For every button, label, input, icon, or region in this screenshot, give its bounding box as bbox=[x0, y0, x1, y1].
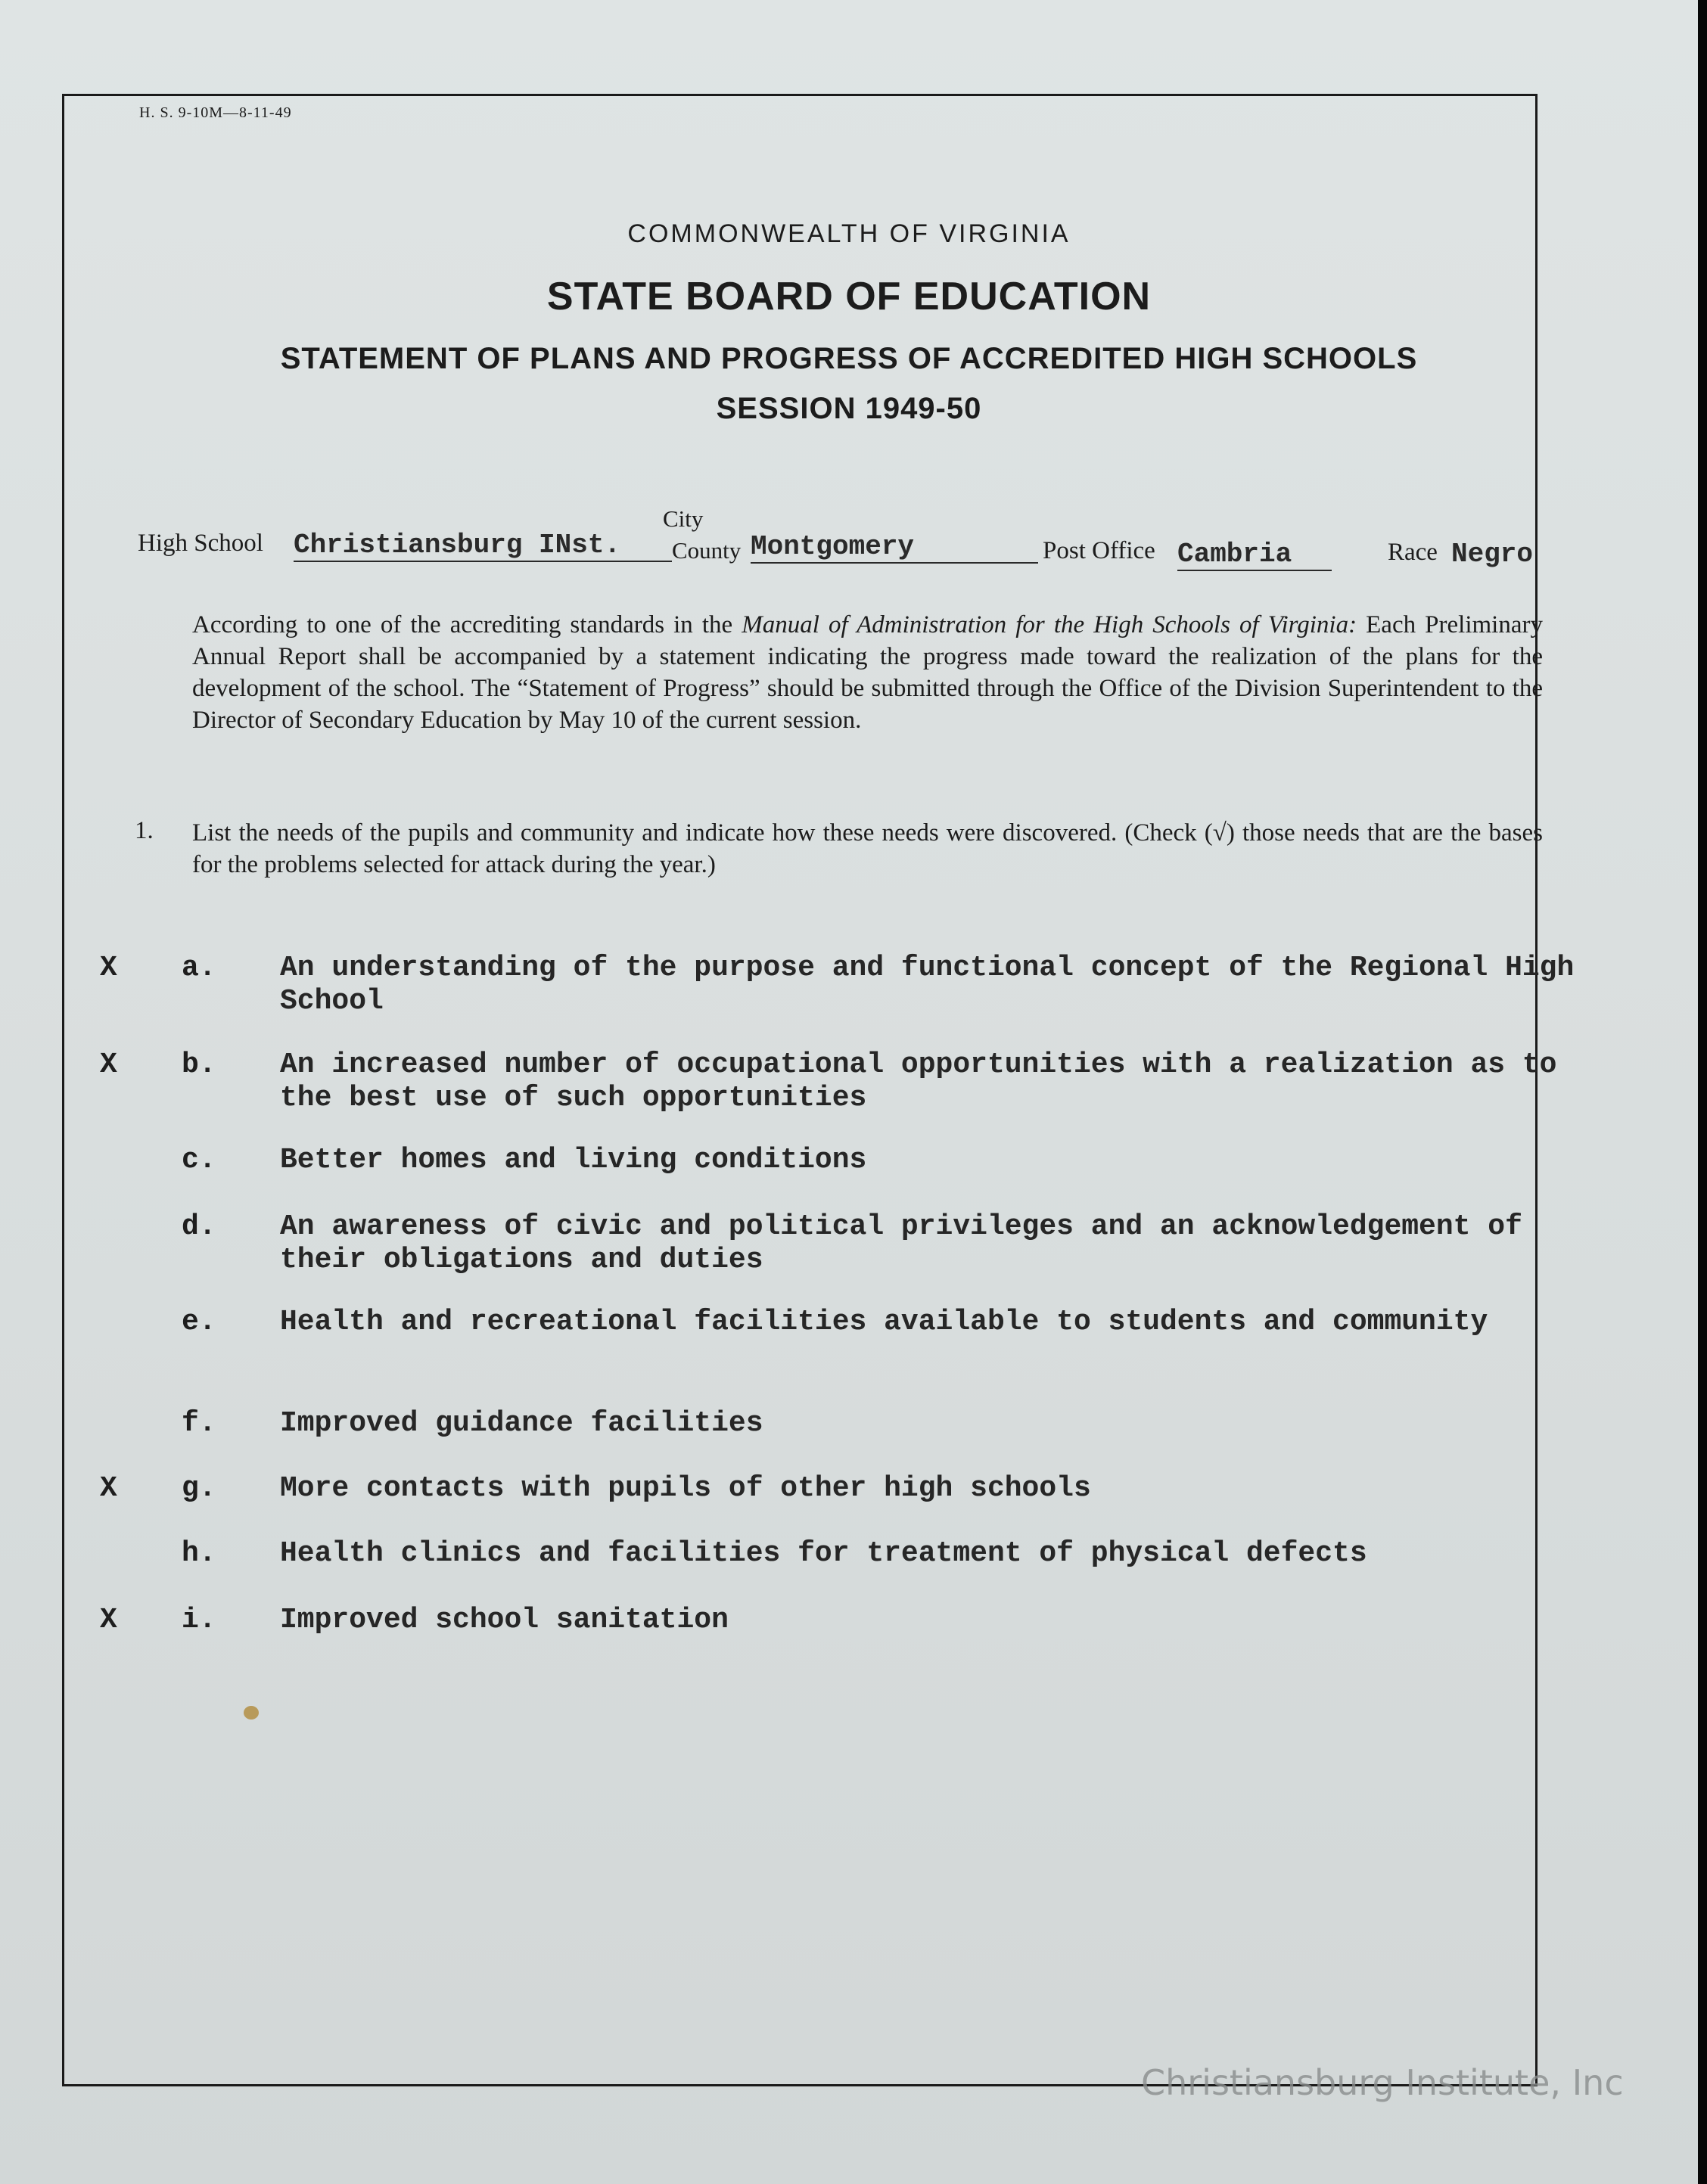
need-check-mark: X bbox=[100, 1049, 117, 1081]
need-text: An understanding of the purpose and functional concept of the Regional High School bbox=[280, 952, 1575, 1017]
need-letter: e. bbox=[182, 1306, 216, 1338]
need-letter: h. bbox=[182, 1537, 216, 1570]
need-text: Improved guidance facilities bbox=[280, 1407, 763, 1440]
need-letter: i. bbox=[182, 1604, 216, 1636]
need-text: Improved school sanitation bbox=[280, 1604, 729, 1636]
question-text: List the needs of the pupils and community and indicate how these needs were discovered. (Check (√) those needs that are the bases for the problems selected for attack during the year.) bbox=[192, 819, 1543, 878]
need-letter: a. bbox=[182, 952, 216, 984]
intro-paragraph bbox=[192, 609, 1543, 736]
need-text: Health clinics and facilities for treatment of physical defects bbox=[280, 1537, 1367, 1570]
city-label: City bbox=[663, 505, 704, 532]
commonwealth-heading: COMMONWEALTH OF VIRGINIA bbox=[627, 219, 1071, 248]
paper-stain bbox=[244, 1706, 259, 1720]
need-text: Better homes and living conditions bbox=[280, 1144, 867, 1176]
need-letter: b. bbox=[182, 1049, 216, 1081]
high-school-value: Christiansburg INst. bbox=[294, 530, 672, 562]
form-number: H. S. 9-10M—8-11-49 bbox=[139, 104, 292, 121]
need-check-mark: X bbox=[100, 1472, 117, 1505]
need-letter: g. bbox=[182, 1472, 216, 1505]
watermark: Christiansburg Institute, Inc bbox=[1141, 2062, 1624, 2103]
session-heading: SESSION 1949-50 bbox=[716, 392, 982, 425]
need-check-mark: X bbox=[100, 952, 117, 984]
need-letter: f. bbox=[182, 1407, 216, 1440]
race-label: Race bbox=[1388, 539, 1438, 566]
county-value: Montgomery bbox=[751, 531, 1038, 564]
need-text: More contacts with pupils of other high schools bbox=[280, 1472, 1091, 1505]
high-school-label: High School bbox=[138, 530, 263, 557]
board-heading: STATE BOARD OF EDUCATION bbox=[546, 275, 1152, 318]
race-value: Negro bbox=[1451, 539, 1534, 570]
need-check-mark: X bbox=[100, 1604, 117, 1636]
post-office-label: Post Office bbox=[1043, 537, 1155, 564]
need-letter: d. bbox=[182, 1210, 216, 1243]
manual-title: Manual of Administration for the High Schools of Virginia: bbox=[742, 611, 1357, 638]
need-text: An increased number of occupational opportunities with a realization as to the best use of such opportunities bbox=[280, 1049, 1557, 1114]
county-label: County bbox=[672, 537, 742, 564]
intro-part1: According to one of the accrediting standards in the bbox=[192, 611, 742, 638]
intro-part2: Each Preliminary Annual Report shall be accompanied by a statement indicating the progress made toward the realization of the plans for the development of the school. The “Statement of Progress” should be submitted through the Office of the Division Superintendent to the Director of Secondary Education by May 10 of the current session. bbox=[192, 611, 1543, 734]
question-number: 1. bbox=[135, 817, 154, 844]
need-text: An awareness of civic and political privileges and an acknowledgement of their obligations and duties bbox=[280, 1210, 1522, 1276]
need-text: Health and recreational facilities available to students and community bbox=[280, 1306, 1488, 1338]
statement-heading: STATEMENT OF PLANS AND PROGRESS OF ACCREDITED HIGH SCHOOLS bbox=[280, 342, 1418, 375]
post-office-value: Cambria bbox=[1177, 539, 1332, 571]
need-letter: c. bbox=[182, 1144, 216, 1176]
